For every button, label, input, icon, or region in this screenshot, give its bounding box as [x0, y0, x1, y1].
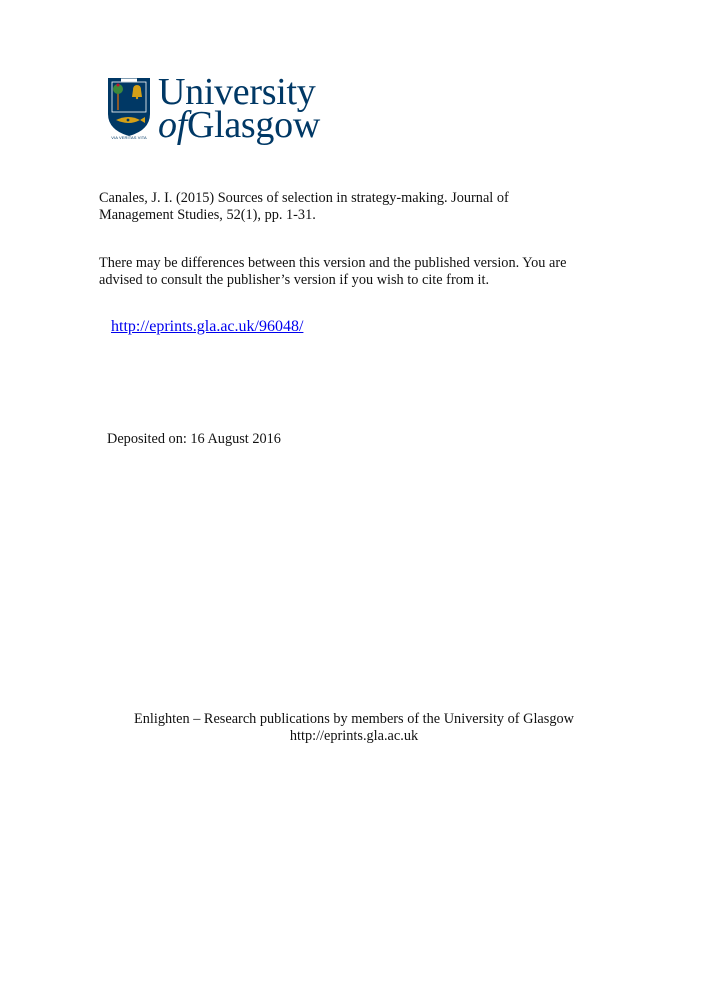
logo-wordmark-of: of — [158, 104, 187, 146]
eprint-link[interactable]: http://eprints.gla.ac.uk/96048/ — [111, 318, 304, 335]
crest-icon — [106, 76, 152, 142]
university-logo — [106, 71, 321, 146]
version-notice — [99, 255, 566, 289]
notice-line-2: advised to consult the publisher’s version if you wish to cite from it. — [99, 272, 490, 288]
footer-enlighten-text: Enlighten – Research publications by members of the University of Glasgow — [134, 711, 574, 727]
footer-url: http://eprints.gla.ac.uk — [289, 728, 419, 744]
logo-wordmark-university: University — [158, 71, 316, 113]
notice-line-1: There may be differences between this version and the published version. You are — [99, 255, 567, 271]
logo-wordmark-glasgow — [158, 103, 320, 147]
footer — [0, 711, 708, 745]
citation-line-2: Management Studies, 52(1), pp. 1-31. — [99, 207, 316, 223]
citation — [99, 190, 509, 224]
deposited-date: Deposited on: 16 August 2016 — [107, 431, 281, 447]
citation-line-1: Canales, J. I. (2015) Sources of selection in strategy-making. Journal of — [99, 190, 509, 206]
logo-wordmark-glasgow-text: Glasgow — [186, 104, 320, 146]
crest-motto: VIA VERITAS VITA — [111, 135, 147, 140]
